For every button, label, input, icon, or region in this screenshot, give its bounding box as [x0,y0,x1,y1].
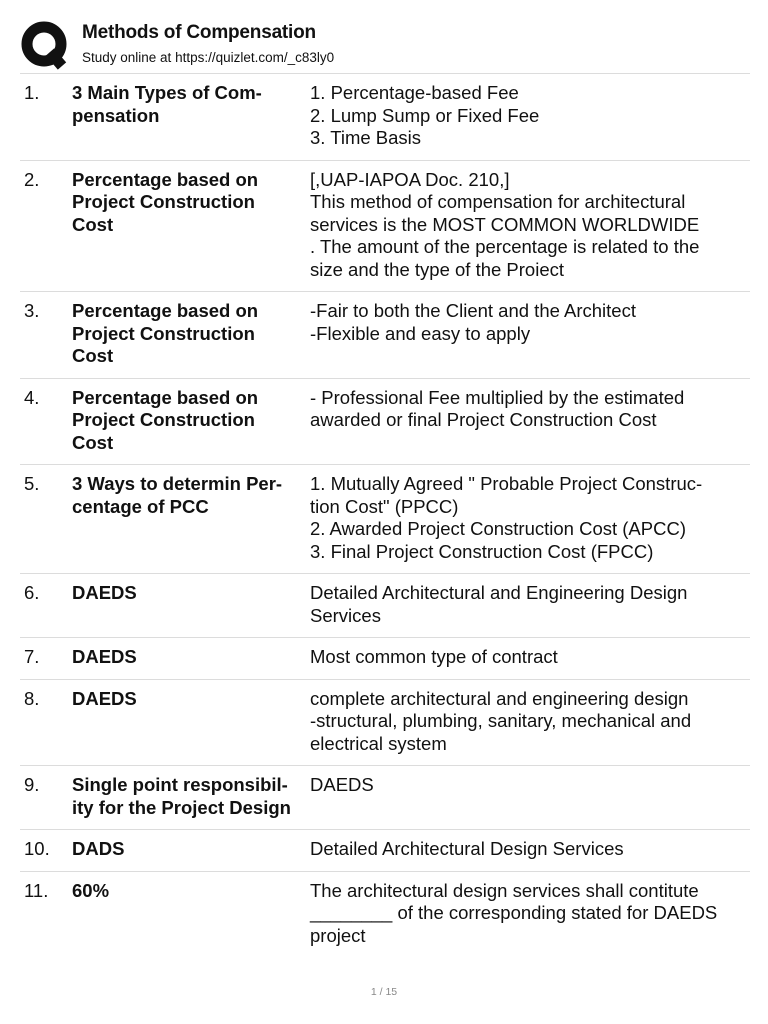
card-term [72,169,310,282]
definition-line: -Fair to both the Client and the Architect [310,300,636,321]
card-term [72,688,310,756]
card-term [72,387,310,455]
card-definition [310,646,750,669]
card-number: 1. [24,82,40,103]
card-definition [310,473,750,563]
term-line: 60% [72,879,110,901]
flashcard-row [20,160,750,292]
term-line: Project Construction [72,409,255,430]
card-definition [310,880,750,948]
card-definition [310,774,750,819]
card-number: 7. [24,646,40,667]
term-line: Project Construction [72,322,255,344]
card-number: 6. [24,582,40,603]
definition-line: size and the type of the Proiect [310,258,565,280]
document-title: Methods of Compensation [82,22,316,43]
card-number: 11. [24,879,49,901]
definition-line: tion Cost" (PPCC) [310,495,459,517]
definition-line: - Professional Fee multiplied by the estimated [310,386,685,408]
term-line: Project Construction [72,191,255,212]
card-definition [310,300,750,368]
card-term [72,473,310,563]
definition-line: 2. Lump Sump or Fixed Fee [310,104,540,126]
quizlet-logo-icon [20,20,70,70]
card-number: 2. [24,168,40,190]
flashcard-row [20,679,750,766]
definition-line: Services [310,604,381,626]
card-term [72,582,310,627]
flashcard-row [20,378,750,465]
term-line: Percentage based on [72,300,259,321]
card-term [72,300,310,368]
card-definition [310,82,750,150]
term-line: Percentage based on [72,168,259,190]
definition-line: 2. Awarded Project Construction Cost (APCC) [310,518,686,539]
card-definition [310,688,750,756]
term-line: DAEDS [72,687,137,709]
term-line: DAEDS [72,646,137,667]
flashcard-row [20,573,750,637]
definition-line: 3. Time Basis [310,127,422,148]
card-definition [310,838,750,861]
definition-line: Detailed Architectural and Engineering Design [310,582,688,603]
definition-line: complete architectural and engineering design [310,687,689,709]
definition-line: services is the MOST COMMON WORLDWIDE [310,213,700,235]
definition-line: Detailed Architectural Design Services [310,838,624,859]
definition-line: -structural, plumbing, sanitary, mechanical and [310,710,692,731]
definition-line: awarded or final Project Construction Cost [310,409,657,430]
card-number: 3. [24,300,40,321]
card-term [72,880,310,948]
definition-line: . The amount of the percentage is related to the [310,236,700,257]
flashcard-row [20,765,750,829]
study-online-link[interactable]: Study online at https://quizlet.com/_c83ly0 [82,50,335,65]
definition-line: [,UAP-IAPOA Doc. 210,] [310,168,510,190]
card-number: 5. [24,473,40,494]
card-term [72,774,310,819]
card-definition [310,387,750,455]
term-line: Cost [72,213,114,235]
term-line: DADS [72,838,125,859]
flashcard-row [20,637,750,679]
definition-line: Most common type of contract [310,646,558,667]
card-number: 10. [24,838,50,859]
term-line: Cost [72,345,114,366]
card-number: 4. [24,386,40,408]
term-line: DAEDS [72,582,137,603]
definition-line: 3. Final Project Construction Cost (FPCC) [310,540,654,562]
term-line: 3 Main Types of Com- [72,82,262,103]
term-line: Cost [72,431,114,453]
definition-line: project [310,924,366,946]
card-term [72,646,310,669]
card-number: 8. [24,687,40,709]
flashcard-row [20,291,750,378]
term-line: pensation [72,104,160,126]
term-line: ity for the Project Design [72,796,291,818]
flashcard-row [20,73,750,160]
definition-line: ________ of the corresponding stated for DAEDS [310,902,718,923]
definition-line: This method of compensation for architectural [310,191,686,212]
term-line: 3 Ways to determin Per- [72,473,283,494]
definition-line: electrical system [310,732,447,754]
flashcard-list [20,73,750,957]
definition-line: The architectural design services shall contitute [310,879,699,901]
page-number: 1 / 15 [370,986,398,998]
flashcard-row [20,464,750,573]
document-header [20,18,750,74]
card-term [72,838,310,861]
definition-line: -Flexible and easy to apply [310,322,531,344]
definition-line: DAEDS [310,774,374,795]
term-line: centage of PCC [72,495,209,517]
definition-line: 1. Percentage-based Fee [310,82,519,103]
flashcard-row [20,871,750,958]
card-term [72,82,310,150]
term-line: Single point responsibil- [72,774,288,795]
card-definition [310,169,750,282]
flashcard-row [20,829,750,871]
card-definition [310,582,750,627]
definition-line: 1. Mutually Agreed " Probable Project Construc- [310,473,703,494]
term-line: Percentage based on [72,386,259,408]
card-number: 9. [24,774,40,795]
